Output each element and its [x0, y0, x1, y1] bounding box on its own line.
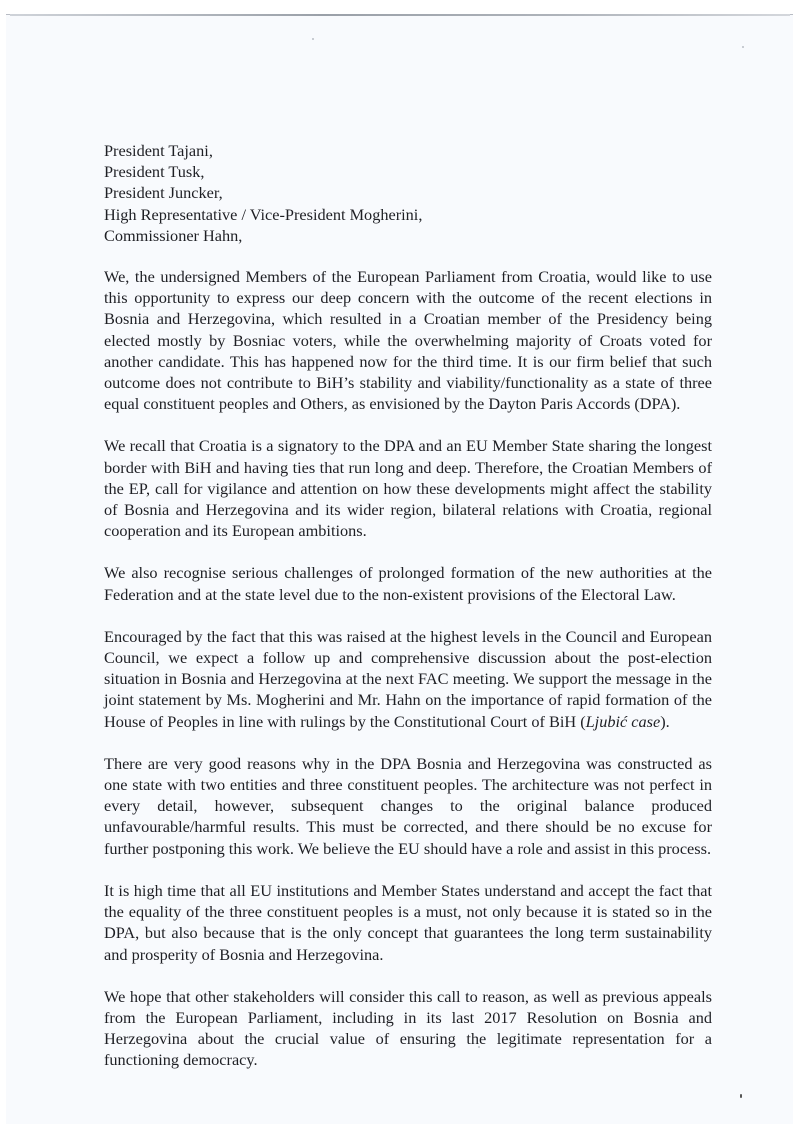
paragraph-dpa-reasons: There are very good reasons why in the DPA Bosnia and Herzegovina was constructed as one state with two entities and three constituent peoples. The architecture was not perfect in every detail, however, subsequent changes to the original balance produced unfavourable/harmful results. This must be corrected, and there should be no excuse for further postponing this work. We believe the EU should have a role and assist in this process.	[104, 753, 712, 858]
addressee-line: President Tusk,	[104, 162, 205, 182]
paragraph-text: ).	[660, 711, 670, 731]
scan-speck	[742, 46, 744, 48]
paragraph-challenges: We also recognise serious challenges of prolonged formation of the new authorities at the Federation and at the state level due to the non-existent provisions of the Electoral Law.	[104, 563, 712, 604]
scan-speck	[740, 1094, 742, 1098]
paragraph-call-to-reason: We hope that other stakeholders will consider this call to reason, as well as previous appeals from the European Parliament, including in its last 2017 Resolution on Bosnia and Herzegovina about the crucial value of ensuring the legitimate representation for a functioning democracy.	[104, 986, 712, 1070]
letter-body	[104, 140, 712, 1092]
case-name-italic: Ljubić case	[585, 711, 661, 731]
addressee-line: President Tajani,	[104, 141, 213, 160]
paragraph-concern: We, the undersigned Members of the European Parliament from Croatia, would like to use this opportunity to express our deep concern with the outcome of the recent elections in Bosnia and Herzegovina, which resulted in a Croatian member of the Presidency being elected mostly by Bosniac voters, while the overwhelming majority of Croats voted for another candidate. This has happened now for the third time. It is our firm belief that such outcome does not contribute to BiH’s stability and viability/functionality as a state of three equal constituent peoples and Others, as envisioned by the Dayton Paris Accords (DPA).	[104, 267, 712, 414]
addressee-line: High Representative / Vice-President Mogherini,	[104, 204, 423, 224]
addressee-line: President Juncker,	[104, 183, 223, 203]
scan-speck	[312, 38, 314, 40]
addressee-block	[104, 140, 712, 246]
addressee-line: Commissioner Hahn,	[104, 225, 243, 245]
paragraph-fac-meeting	[104, 626, 712, 732]
paragraph-equality: It is high time that all EU institutions and Member States understand and accept the fact that the equality of the three constituent peoples is a must, not only because it is stated so in the DPA, but also because that is the only concept that guarantees the long term sustainability and prosperity of Bosnia and Herzegovina.	[104, 880, 712, 964]
paragraph-text: Encouraged by the fact that this was raised at the highest levels in the Council and European Council, we expect a follow up and comprehensive discussion about the post-election situation in Bosnia and Herzegovina at the next FAC meeting. We support the message in the joint statement by Ms. Mogherini and Mr. Hahn on the importance of rapid formation of the House of Peoples in line with rulings by the Constitutional Court of BiH (	[104, 626, 712, 731]
page-top-edge	[10, 14, 790, 16]
paragraph-croatia-signatory: We recall that Croatia is a signatory to the DPA and an EU Member State sharing the longest border with BiH and having ties that run long and deep. Therefore, the Croatian Members of the EP, call for vigilance and attention on how these developments might affect the stability of Bosnia and Herzegovina and its wider region, bilateral relations with Croatia, regional cooperation and its European ambitions.	[104, 436, 712, 541]
